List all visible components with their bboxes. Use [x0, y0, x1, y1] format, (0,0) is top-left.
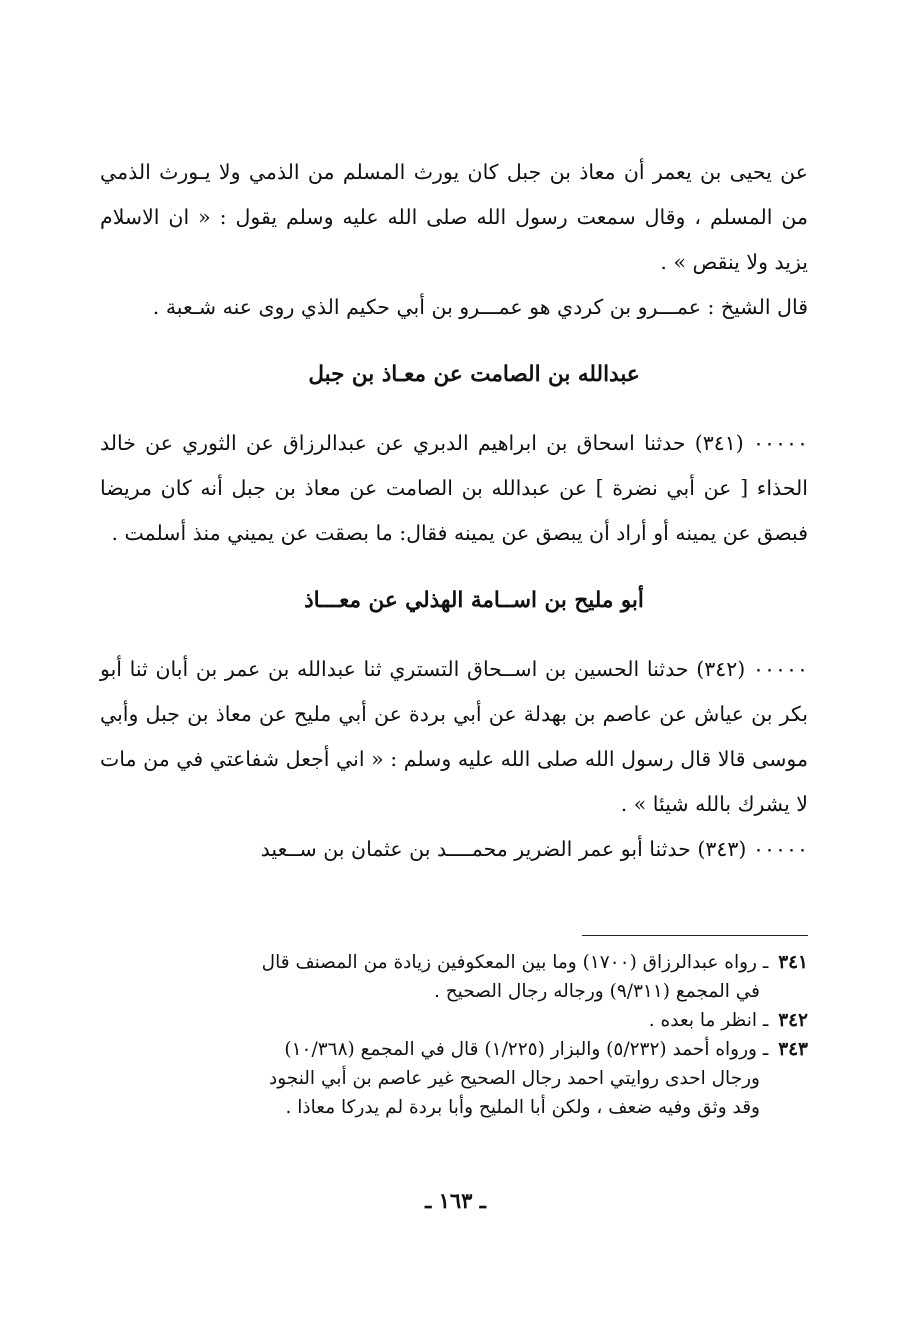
- hadith-341: ٠٠٠٠٠ (٣٤١) حدثنا اسحاق بن ابراهيم الدبري عن عبدالرزاق عن الثوري عن خالد الحذاء [ عن أبي نضرة ] عن عبدالله بن الصامت عن معاذ بن جبل أنه كان مريضا فبصق عن يمينه أو أراد أن يبصق عن يمينه فقال: ما بصقت عن يميني منذ أسلمت .: [100, 431, 808, 545]
- footnote-line-cont: وقد وثق وفيه ضعف ، ولكن أبا المليح وأبا بردة لم يدركا معاذا .: [285, 1097, 760, 1118]
- footnote-341: [100, 948, 808, 977]
- footnote-343: [100, 1035, 808, 1064]
- paragraph: قال الشيخ : عمـــرو بن كردي هو عمـــرو بن أبي حكيم الذي روى عنه شـعبة .: [152, 295, 808, 319]
- footnote-line: ـ رواه عبدالرزاق (١٧٠٠) وما بين المعكوفين زيادة من المصنف قال: [261, 952, 769, 973]
- footnotes: [100, 935, 808, 1122]
- footnote-line: ـ ورواه أحمد (٥/٢٣٢) والبزار (١/٢٢٥) قال في المجمع (١٠/٣٦٨): [284, 1039, 769, 1060]
- footnote-342: [100, 1006, 808, 1035]
- footnote-line: ـ انظر ما بعده .: [648, 1010, 769, 1031]
- hadith-343: ٠٠٠٠٠ (٣٤٣) حدثنا أبو عمر الضرير محمــــد بن عثمان بن ســعيد: [260, 837, 808, 861]
- page-number: ـ ١٦٣ ـ: [425, 1188, 486, 1213]
- hadith-342: ٠٠٠٠٠ (٣٤٢) حدثنا الحسين بن اســحاق التستري ثنا عبدالله بن عمر بن أبان ثنا أبو بكر بن عياش عن عاصم بن بهدلة عن أبي بردة عن أبي مليح عن معاذ بن جبل وأبي موسى قالا قال رسول الله صلى الله عليه وسلم : « اني أجعل شفاعتي في من مات لا يشرك بالله شيئا » .: [100, 657, 808, 816]
- section-heading: أبو مليح بن اســامة الهذلي عن معـــاذ: [304, 588, 644, 613]
- footnote-line-cont: في المجمع (٩/٣١١) ورجاله رجال الصحيح .: [433, 981, 760, 1002]
- footnote-number: ٣٤١: [778, 952, 808, 973]
- footnote-number: ٣٤٣: [778, 1039, 808, 1060]
- footnote-number: ٣٤٢: [778, 1010, 808, 1031]
- main-text: [100, 150, 808, 872]
- footnote-divider: [582, 935, 808, 936]
- footnote-line-cont: ورجال احدى روايتي احمد رجال الصحيح غير عاصم بن أبي النجود: [268, 1068, 760, 1089]
- section-heading: عبدالله بن الصامت عن معـاذ بن جبل: [308, 362, 640, 387]
- paragraph: عن يحيى بن يعمر أن معاذ بن جبل كان يورث المسلم من الذمي ولا يـورث الذمي من المسلم ، وقال سمعت رسول الله صلى الله عليه وسلم يقول : « ان الاسلام يزيد ولا ينقص » .: [100, 160, 808, 274]
